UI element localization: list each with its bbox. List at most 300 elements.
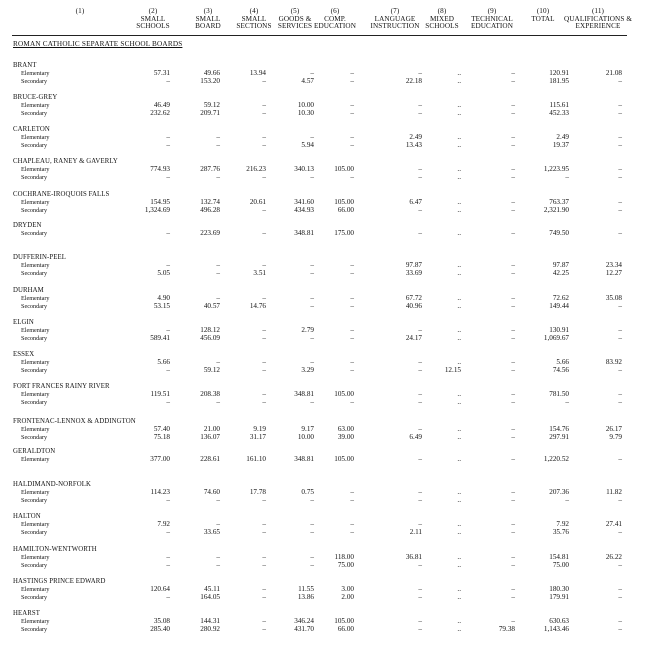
table-cell: – [418,397,422,406]
table-cell: – [511,301,515,310]
table-cell: 97.87 [405,261,422,269]
table-cell: – [350,69,354,77]
table-cell: – [618,592,622,601]
column-number: (9) [487,7,497,15]
table-cell: 63.00 [337,425,354,433]
table-cell: 179.91 [549,592,569,601]
table-cell: 31.17 [249,432,266,441]
table-cell: – [262,527,266,536]
table-cell: 33.69 [405,268,422,277]
table-cell: 3.00 [341,585,354,593]
table-cell: – [350,397,354,406]
table-cell: – [511,617,515,625]
table-cell: – [350,261,354,269]
row-label: Secondary [21,528,48,536]
table-cell: – [216,358,220,366]
board-name: ELGIN [13,319,34,326]
table-cell: 341.60 [294,198,314,206]
column-label: SMALL SECTIONS [236,14,272,31]
table-cell: – [262,76,266,85]
table-cell: 10.00 [297,101,314,109]
table-cell: – [418,205,422,214]
column-label: MIXED SCHOOLS [425,14,459,31]
column-number: (2) [148,7,158,15]
row-label: Elementary [21,199,50,206]
table-cell: – [511,69,515,77]
table-cell: 75.00 [337,560,354,569]
table-cell: – [511,425,515,433]
table-cell: 175.00 [334,229,354,237]
table-cell: 105.00 [334,617,354,625]
table-cell: 161.10 [246,455,266,463]
table-cell: .. [457,294,461,302]
table-cell: 66.00 [337,624,354,633]
table-cell: 149.44 [549,301,569,310]
table-cell: 4.57 [301,76,314,85]
table-cell: 11.55 [298,585,314,593]
table-cell: 181.95 [549,76,569,85]
table-cell: .. [457,261,461,269]
section-title: ROMAN CATHOLIC SEPARATE SCHOOL BOARDS [13,40,183,48]
table-cell: 280.92 [200,624,220,633]
table-cell: 20.61 [249,198,266,206]
table-cell: .. [457,108,461,117]
table-cell: 1,220.52 [543,455,569,463]
table-cell: – [310,495,314,504]
table-cell: – [350,268,354,277]
table-cell: – [262,294,266,302]
table-cell: 10.00 [297,432,314,441]
table-cell: – [310,268,314,277]
table-cell: 589.41 [150,333,170,342]
table-cell: – [262,101,266,109]
table-cell: 120.64 [150,585,170,593]
table-cell: 22.18 [405,76,422,85]
table-cell: – [310,397,314,406]
table-cell: .. [457,326,461,334]
table-cell: 12.15 [444,365,461,374]
table-cell: 7.92 [556,520,569,528]
table-cell: .. [457,520,461,528]
table-cell: 114.23 [150,488,170,496]
table-cell: – [565,172,569,181]
table-cell: – [350,301,354,310]
row-label: Secondary [21,398,48,406]
table-cell: 9.17 [301,425,314,433]
table-cell: – [511,527,515,536]
table-cell: 180.30 [549,585,569,593]
table-cell: 228.61 [200,455,220,463]
table-cell: 348.81 [294,229,314,237]
column-number: (10) [536,7,550,15]
row-label: Elementary [21,262,50,269]
column-number: (3) [203,7,213,15]
table-cell: – [262,585,266,593]
table-cell: 285.40 [150,624,170,633]
table-cell: 40.57 [203,301,220,310]
table-cell: 46.49 [153,101,170,109]
table-cell: – [216,553,220,561]
row-label: Elementary [21,295,50,302]
table-cell: .. [457,585,461,593]
table-cell: – [166,76,170,85]
row-label: Elementary [21,70,50,77]
row-label: Secondary [21,230,48,237]
table-cell: – [618,397,622,406]
table-cell: – [511,520,515,528]
table-cell: 59.12 [203,101,220,109]
table-cell: 208.38 [200,390,220,398]
table-cell: – [166,172,170,181]
table-cell: – [511,76,515,85]
table-cell: – [511,560,515,569]
column-number: (1) [75,7,85,15]
table-cell: 40.96 [405,301,422,310]
table-cell: – [310,172,314,181]
table-cell: – [262,397,266,406]
column-number: (5) [290,7,300,15]
table-cell: – [418,165,422,173]
table-cell: – [618,617,622,625]
row-label: Elementary [21,102,50,109]
table-cell: 26.17 [605,425,622,433]
board-name: DURHAM [13,287,44,294]
table-cell: – [511,390,515,398]
table-cell: – [350,140,354,149]
table-cell: – [310,527,314,536]
table-cell: – [350,172,354,181]
table-cell: 2.00 [341,592,354,601]
row-label: Elementary [21,521,50,528]
table-cell: 153.20 [200,76,220,85]
table-cell: – [511,397,515,406]
board-name: HAMILTON-WENTWORTH [13,546,97,553]
table-cell: 377.00 [150,455,170,463]
table-cell: 17.78 [249,488,266,496]
row-label: Elementary [21,489,50,496]
table-cell: 105.00 [334,165,354,173]
table-cell: – [511,365,515,374]
column-header-11 [561,8,635,31]
table-cell: .. [457,624,461,633]
table-cell: 6.47 [409,198,422,206]
table-cell: – [262,560,266,569]
table-cell: 2.79 [301,326,314,334]
board-name: HASTINGS PRINCE EDWARD [13,578,106,585]
table-cell: – [418,488,422,496]
table-cell: – [418,358,422,366]
table-cell: 74.56 [552,365,569,374]
table-cell: 164.05 [200,592,220,601]
table-cell: 74.60 [203,488,220,496]
table-cell: 130.91 [549,326,569,334]
table-cell: 297.91 [549,432,569,441]
table-cell: 57.31 [153,69,170,77]
row-label: Elementary [21,554,50,561]
table-cell: – [166,326,170,334]
table-cell: 24.17 [405,333,422,342]
table-cell: – [166,527,170,536]
column-number: (8) [437,7,447,15]
table-cell: 154.81 [549,553,569,561]
table-cell: – [166,495,170,504]
board-name: DRYDEN [13,222,42,229]
table-cell: .. [457,432,461,441]
row-label: Elementary [21,166,50,173]
table-cell: 39.00 [337,432,354,441]
table-cell: 49.66 [203,69,220,77]
table-cell: 9.19 [253,425,266,433]
column-label: SMALL SCHOOLS [136,14,170,31]
table-cell: – [618,333,622,342]
board-name: BRUCE-GREY [13,94,58,101]
table-cell: .. [457,101,461,109]
table-cell: 118.00 [334,553,354,561]
row-label: Elementary [21,586,50,593]
table-cell: – [511,294,515,302]
table-cell: 105.00 [334,198,354,206]
table-cell: .. [457,268,461,277]
table-cell: 0.75 [301,488,314,496]
table-cell: – [418,172,422,181]
table-cell: – [216,268,220,277]
table-cell: – [310,560,314,569]
table-cell: – [166,261,170,269]
table-cell: – [262,261,266,269]
table-cell: .. [457,133,461,141]
table-cell: 2.11 [409,527,422,536]
table-cell: 434.93 [294,205,314,214]
table-cell: 144.31 [200,617,220,625]
table-cell: – [350,333,354,342]
table-cell: – [310,133,314,141]
table-cell: – [565,397,569,406]
table-cell: .. [457,140,461,149]
table-cell: – [511,488,515,496]
table-cell: – [166,560,170,569]
table-cell: – [262,205,266,214]
table-cell: – [511,585,515,593]
table-cell: 53.15 [153,301,170,310]
table-cell: – [418,390,422,398]
table-cell: .. [457,425,461,433]
table-cell: .. [457,229,461,237]
table-cell: – [262,172,266,181]
table-cell: 132.74 [200,198,220,206]
table-cell: 348.81 [294,455,314,463]
table-cell: – [262,333,266,342]
table-cell: – [618,229,622,237]
table-cell: – [350,358,354,366]
table-cell: .. [457,488,461,496]
column-label: SMALL BOARD [195,14,221,31]
table-cell: – [618,326,622,334]
row-label: Elementary [21,327,50,334]
table-cell: .. [457,358,461,366]
table-cell: – [350,520,354,528]
column-header-3 [182,8,234,31]
table-cell: 232.62 [150,108,170,117]
header-rule [12,35,627,36]
table-cell: – [262,365,266,374]
table-cell: – [166,140,170,149]
board-name: HALDIMAND-NORFOLK [13,481,91,488]
table-cell: – [350,495,354,504]
table-cell: – [350,488,354,496]
table-cell: 13.86 [297,592,314,601]
table-cell: .. [457,560,461,569]
table-cell: 11.82 [606,488,622,496]
table-cell: 75.00 [552,560,569,569]
table-cell: – [262,617,266,625]
table-cell: – [618,205,622,214]
table-cell: – [511,432,515,441]
table-cell: – [618,140,622,149]
table-cell: – [418,495,422,504]
column-label: COMP. EDUCATION [313,14,357,31]
table-cell: 19.37 [552,140,569,149]
table-cell: – [511,495,515,504]
table-cell: 781.50 [549,390,569,398]
row-label: Secondary [21,173,48,181]
table-cell: – [310,520,314,528]
table-cell: – [511,140,515,149]
table-cell: 207.36 [549,488,569,496]
table-cell: – [511,333,515,342]
row-label: Elementary [21,134,50,141]
table-cell: – [262,495,266,504]
table-cell: .. [457,172,461,181]
table-cell: 6.49 [409,432,422,441]
table-cell: – [618,198,622,206]
table-cell: .. [457,76,461,85]
table-cell: 45.11 [204,585,220,593]
table-cell: – [350,76,354,85]
table-cell: – [618,301,622,310]
table-cell: 128.12 [200,326,220,334]
table-cell: .. [457,553,461,561]
table-cell: – [310,301,314,310]
table-cell: 27.41 [605,520,622,528]
table-cell: .. [457,397,461,406]
table-cell: – [618,560,622,569]
column-number: (4) [249,7,259,15]
row-label: Elementary [21,359,50,366]
table-cell: – [511,592,515,601]
table-cell: – [511,553,515,561]
table-cell: 3.51 [253,268,266,277]
table-cell: – [262,553,266,561]
table-cell: – [618,495,622,504]
board-name: FRONTENAC-LENNOX & ADDINGTON [13,418,136,425]
table-cell: – [310,261,314,269]
row-label: Secondary [21,77,48,85]
table-cell: – [166,229,170,237]
table-cell: 97.87 [552,261,569,269]
table-cell: – [216,495,220,504]
table-cell: 216.23 [246,165,266,173]
table-cell: – [565,495,569,504]
row-label: Elementary [21,456,50,463]
table-cell: 763.37 [549,198,569,206]
column-label: LANGUAGE INSTRUCTION [370,14,420,31]
board-name: COCHRANE-IROQUOIS FALLS [13,191,110,198]
column-label: TECHNICAL EDUCATION [470,14,514,31]
table-cell: – [418,592,422,601]
table-cell: – [418,69,422,77]
table-cell: 5.05 [157,268,170,277]
table-cell: 774.93 [150,165,170,173]
table-cell: – [618,390,622,398]
table-cell: 59.12 [203,365,220,374]
table-cell: 2.49 [409,133,422,141]
table-cell: 287.76 [200,165,220,173]
table-cell: – [511,101,515,109]
table-cell: – [511,358,515,366]
table-cell: – [418,425,422,433]
table-cell: 2.49 [556,133,569,141]
table-cell: – [216,397,220,406]
table-cell: – [418,520,422,528]
table-cell: – [418,365,422,374]
table-cell: – [166,365,170,374]
row-label: Secondary [21,141,48,149]
row-label: Secondary [21,302,48,310]
table-cell: 13.94 [249,69,266,77]
table-cell: 35.08 [153,617,170,625]
table-cell: – [618,585,622,593]
table-cell: 3.29 [301,365,314,374]
table-cell: – [511,229,515,237]
table-cell: 35.76 [552,527,569,536]
table-cell: .. [457,301,461,310]
row-label: Secondary [21,625,48,633]
row-label: Secondary [21,496,48,504]
column-number: (7) [390,7,400,15]
column-number: (6) [330,7,340,15]
table-cell: – [418,229,422,237]
table-cell: – [216,133,220,141]
table-cell: – [618,172,622,181]
table-cell: 33.65 [203,527,220,536]
table-cell: 1,324.69 [144,205,170,214]
table-cell: – [418,585,422,593]
table-cell: 7.92 [157,520,170,528]
table-cell: 36.81 [405,553,422,561]
table-cell: – [216,294,220,302]
column-header-1 [54,8,106,16]
table-cell: 154.95 [150,198,170,206]
table-cell: – [166,133,170,141]
table-cell: 1,069.67 [543,333,569,342]
table-cell: – [350,101,354,109]
table-cell: – [618,365,622,374]
table-cell: – [618,108,622,117]
table-cell: 35.08 [605,294,622,302]
table-cell: 431.70 [294,624,314,633]
table-cell: 2,321.90 [543,205,569,214]
table-cell: 42.25 [552,268,569,277]
table-cell: – [262,229,266,237]
table-cell: .. [457,333,461,342]
table-cell: – [511,205,515,214]
row-label: Elementary [21,426,50,433]
table-cell: – [262,326,266,334]
row-label: Secondary [21,561,48,569]
table-cell: .. [457,198,461,206]
table-cell: .. [457,527,461,536]
table-cell: 79.38 [498,624,515,633]
